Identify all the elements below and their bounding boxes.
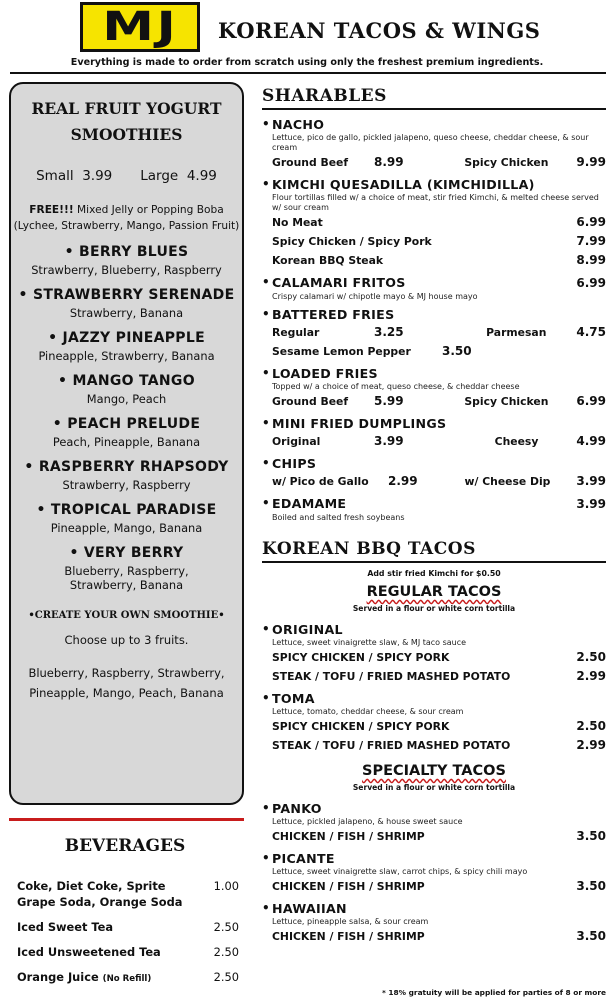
smoothies-card xyxy=(9,82,244,805)
smoothie-item: • RASPBERRY RHAPSODY Strawberry, Raspberry xyxy=(24,459,229,492)
smoothie-item: • VERY BERRY Blueberry, Raspberry, Strawberry, Banana xyxy=(64,545,189,592)
sharables-title: SHARABLES xyxy=(262,86,387,106)
mj-logo xyxy=(80,2,200,52)
menu-item-calamari: • CALAMARI FRITOS 6.99 Crispy calamari w/ chipotle mayo & MJ house mayo xyxy=(262,275,606,301)
header-divider xyxy=(10,72,606,74)
smoothie-item: • MANGO TANGO Mango, Peach xyxy=(58,373,195,406)
menu-item-edamame: • EDAMAME 3.99 Boiled and salted fresh soybeans xyxy=(262,496,606,522)
free-boba-note: FREE!!! Mixed Jelly or Popping Boba (Lychee, Strawberry, Mango, Passion Fruit) xyxy=(13,204,240,232)
beverage-item: Iced Unsweetened Tea 2.50 xyxy=(17,945,239,959)
beverage-item: Iced Sweet Tea 2.50 xyxy=(17,920,239,934)
smoothie-sizes xyxy=(11,168,242,184)
gratuity-footnote: * 18% gratuity will be applied for parties of 8 or more xyxy=(381,988,606,997)
choose-fruits: Choose up to 3 fruits. xyxy=(64,633,189,647)
beverage-item: Orange Juice (No Refill) 2.50 xyxy=(17,970,239,984)
tacos-title: KOREAN BBQ TACOS xyxy=(262,539,476,559)
menu-item-battered-fries: • BATTERED FRIES Regular 3.25 Parmesan 4.75 Sesame Lemon Pepper 3.50 xyxy=(262,307,606,358)
smoothie-item: • BERRY BLUES Strawberry, Blueberry, Raspberry xyxy=(31,244,222,277)
menu-item-chips: • CHIPS w/ Pico de Gallo 2.99 w/ Cheese Dip 3.99 xyxy=(262,456,606,488)
size-large: Large 4.99 xyxy=(140,168,217,184)
smoothies-title xyxy=(11,96,242,148)
specialty-tacos-note: Served in a flour or white corn tortilla xyxy=(352,783,516,792)
menu-item-dumplings: • MINI FRIED DUMPLINGS Original 3.99 Cheesy 4.99 xyxy=(262,416,606,448)
taco-picante: • PICANTE Lettuce, sweet vinaigrette slaw, carrot chips, & spicy chili mayo CHICKEN / FISH / SHRIMP 3.50 xyxy=(262,851,606,893)
kimchi-addon-note: Add stir fried Kimchi for $0.50 xyxy=(367,569,501,578)
taco-toma: • TOMA Lettuce, tomato, cheddar cheese, & sour cream SPICY CHICKEN / SPICY PORK 2.50 STEAK / TOFU / FRIED MASHED POTATO 2.99 xyxy=(262,691,606,752)
fruit-options: Blueberry, Raspberry, Strawberry, Pineapple, Mango, Peach, Banana xyxy=(28,666,225,700)
taco-original: • ORIGINAL Lettuce, sweet vinaigrette slaw, & MJ taco sauce SPICY CHICKEN / SPICY PORK 2.50 STEAK / TOFU / FRIED MASHED POTATO 2.99 xyxy=(262,622,606,683)
taco-hawaiian: • HAWAIIAN Lettuce, pineapple salsa, & sour cream CHICKEN / FISH / SHRIMP 3.50 xyxy=(262,901,606,943)
menu-item-kimchidilla: • KIMCHI QUESADILLA (KIMCHIDILLA) Flour tortillas filled w/ a choice of meat, stir fried Kimchi, & melted cheese served w/ sour cream No Meat 6.99 Spicy Chicken / Spicy Pork 7.99 Korean BBQ Steak 8.99 xyxy=(262,177,606,267)
menu-item-nacho: • NACHO Lettuce, pico de gallo, pickled jalapeno, queso cheese, cheddar cheese, & sour cream Ground Beef 8.99 Spicy Chicken 9.99 xyxy=(262,117,606,169)
smoothie-item: • TROPICAL PARADISE Pineapple, Mango, Banana xyxy=(36,502,217,535)
right-column xyxy=(262,86,606,946)
beverages-divider xyxy=(9,818,244,821)
restaurant-title: KOREAN TACOS & WINGS xyxy=(218,18,541,43)
smoothies-title-line2: SMOOTHIES xyxy=(70,125,183,144)
sharables-divider xyxy=(262,108,606,110)
smoothie-item: • JAZZY PINEAPPLE Pineapple, Strawberry, Banana xyxy=(38,330,215,363)
specialty-tacos-title: SPECIALTY TACOS xyxy=(362,763,506,779)
beverages-title: BEVERAGES xyxy=(64,836,186,856)
beverage-item: Coke, Diet Coke, Sprite Grape Soda, Orange Soda 1.00 xyxy=(17,879,239,909)
regular-tacos-title: REGULAR TACOS xyxy=(366,584,502,600)
size-small: Small 3.99 xyxy=(36,168,113,184)
tacos-divider xyxy=(262,561,606,563)
regular-tacos-note: Served in a flour or white corn tortilla xyxy=(352,604,516,613)
beverages-list xyxy=(17,878,239,987)
smoothies-title-line1: REAL FRUIT YOGURT xyxy=(31,99,222,118)
smoothie-item: • STRAWBERRY SERENADE Strawberry, Banana xyxy=(18,287,235,320)
smoothie-item: • PEACH PRELUDE Peach, Pineapple, Banana xyxy=(52,416,201,449)
create-your-own: •CREATE YOUR OWN SMOOTHIE• xyxy=(28,610,225,621)
menu-item-loaded-fries: • LOADED FRIES Topped w/ a choice of meat, queso cheese, & cheddar cheese Ground Beef 5.99 Spicy Chicken 6.99 xyxy=(262,366,606,408)
tagline: Everything is made to order from scratch using only the freshest premium ingredients. xyxy=(70,57,544,68)
taco-panko: • PANKO Lettuce, pickled jalapeno, & house sweet sauce CHICKEN / FISH / SHRIMP 3.50 xyxy=(262,801,606,843)
smoothie-list xyxy=(11,244,242,592)
menu-header xyxy=(0,0,614,68)
logo-text: MJ xyxy=(101,4,179,50)
